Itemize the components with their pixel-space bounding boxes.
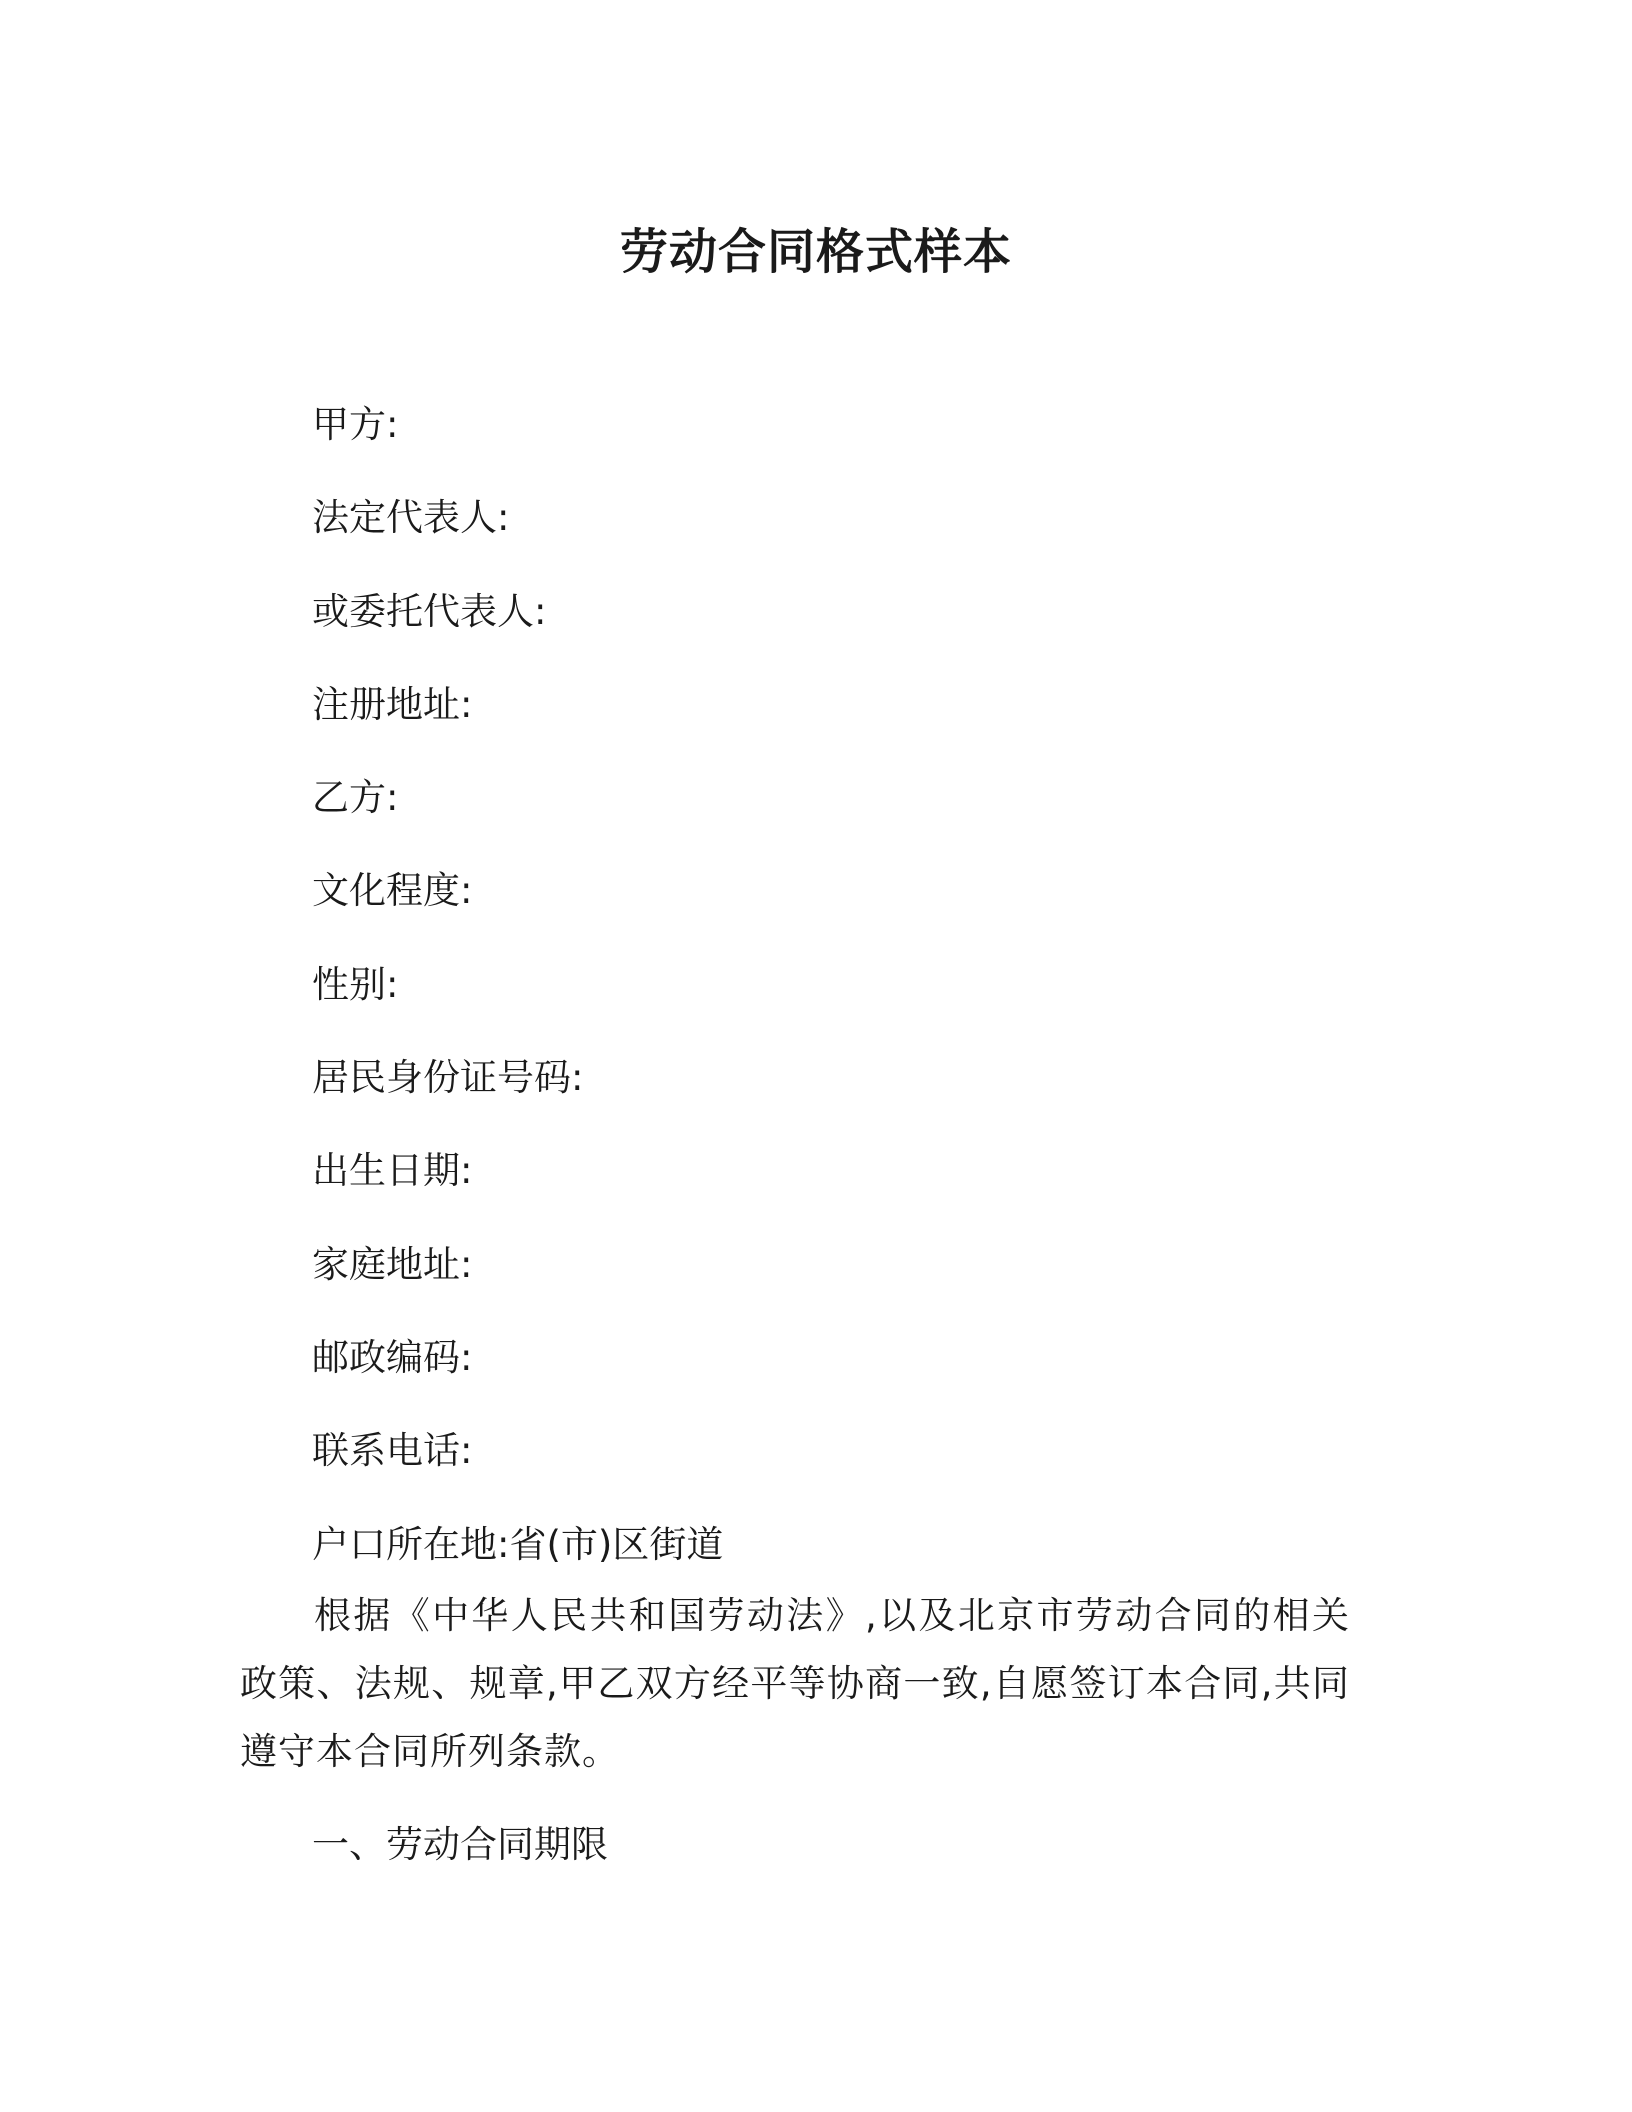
field-legal-representative: 法定代表人: [312,496,510,540]
field-party-a: 甲方: [312,403,399,446]
section-heading-contract-term: 一、劳动合同期限 [312,1823,608,1866]
field-postal-code: 邮政编码: [312,1335,473,1379]
field-entrusted-representative: 或委托代表人: [312,589,547,633]
field-phone: 联系电话: [312,1429,473,1473]
party-info-fields [312,378,723,1591]
field-household-registration: 户口所在地:省(市)区街道 [312,1522,724,1566]
field-id-number: 居民身份证号码: [312,1056,584,1100]
document-title: 劳动合同格式样本 [619,224,1012,280]
field-registered-address: 注册地址: [312,682,473,726]
field-home-address: 家庭地址: [312,1242,473,1286]
field-gender: 性别: [312,962,399,1006]
field-party-b: 乙方: [312,776,399,820]
preamble-paragraph: 根据《中华人民共和国劳动法》,以及北京市劳动合同的相关政策、法规、规章,甲乙双方经平等协商一致,自愿签订本合同,共同遵守本合同所列条款。 [240,1594,1350,1773]
field-birth-date: 出生日期: [312,1149,473,1193]
field-education-level: 文化程度: [312,869,473,913]
